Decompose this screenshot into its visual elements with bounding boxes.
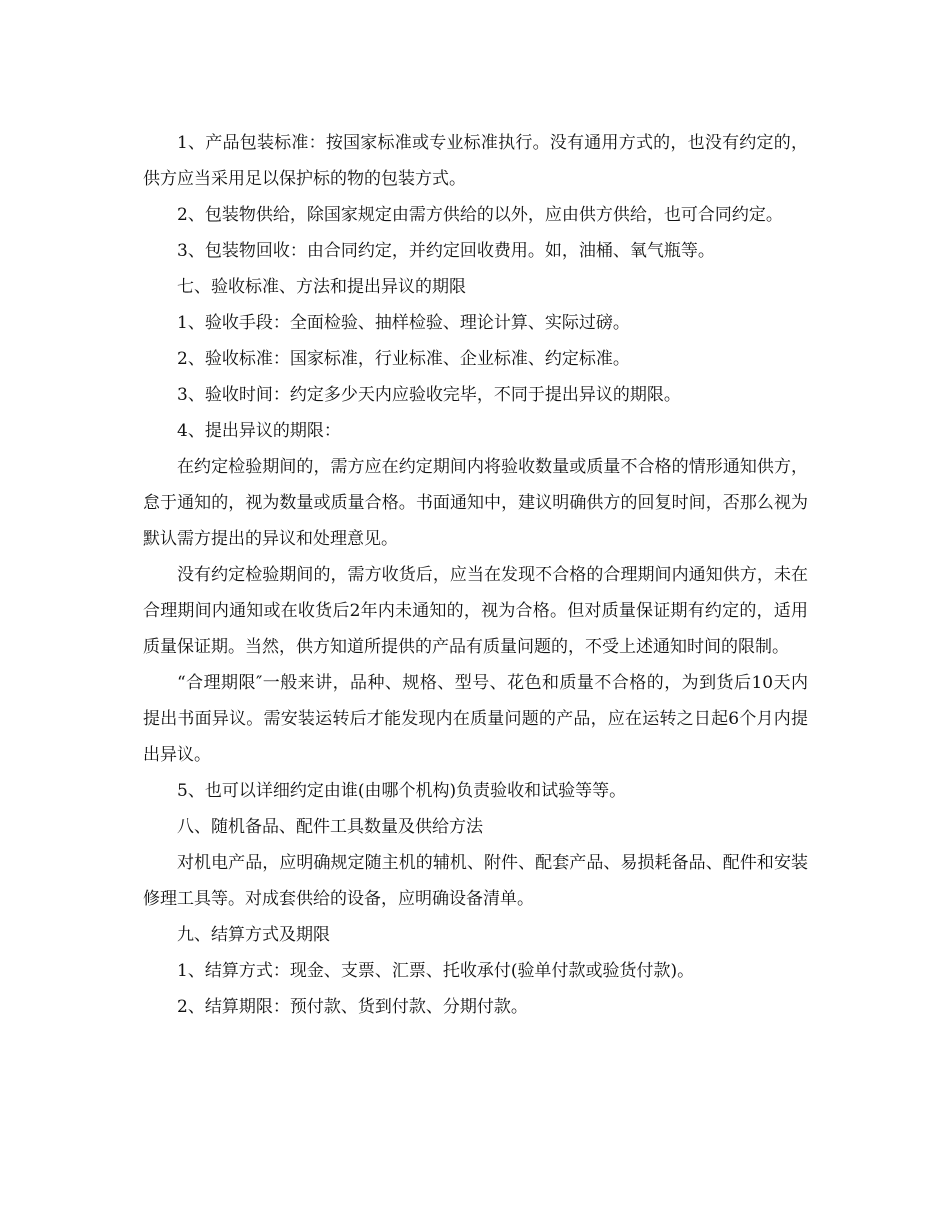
heading-spare-parts: 八、随机备品、配件工具数量及供给方法 bbox=[177, 817, 483, 837]
paragraph-no-agreed-inspection-period: 没有约定检验期间的，需方收货后，应当在发现不合格的合理期间内通知供方，未在合理期间内通知或在收货后2年内未通知的，视为合格。但对质量保证期有约定的，适用质量保证期。当然，供方知道所提供的产品有质量问题的，不受上述通知时间的限制。 bbox=[143, 565, 808, 657]
paragraph-settlement-term: 2、结算期限：预付款、货到付款、分期付款。 bbox=[177, 997, 528, 1017]
heading-acceptance-standards: 七、验收标准、方法和提出异议的期限 bbox=[177, 277, 466, 297]
paragraph-reasonable-period: “合理期限″一般来讲，品种、规格、型号、花色和质量不合格的，为到货后10天内提出书面异议。需安装运转后才能发现内在质量问题的产品，应在运转之日起6个月内提出异议。 bbox=[143, 673, 808, 765]
paragraph-acceptance-means: 1、验收手段：全面检验、抽样检验、理论计算、实际过磅。 bbox=[177, 313, 630, 333]
paragraph-acceptance-time: 3、验收时间：约定多少天内应验收完毕，不同于提出异议的期限。 bbox=[177, 385, 681, 405]
heading-settlement: 九、结算方式及期限 bbox=[177, 925, 330, 945]
paragraph-packaging-recycling: 3、包装物回收：由合同约定，并约定回收费用。如，油桶、氧气瓶等。 bbox=[177, 241, 715, 261]
paragraph-agreed-inspection-period: 在约定检验期间的，需方应在约定期间内将验收数量或质量不合格的情形通知供方，怠于通知的，视为数量或质量合格。书面通知中，建议明确供方的回复时间，否那么视为默认需方提出的异议和处理意见。 bbox=[143, 457, 808, 549]
paragraph-settlement-method: 1、结算方式：现金、支票、汇票、托收承付(验单付款或验货付款)。 bbox=[177, 961, 695, 981]
paragraph-acceptance-standard: 2、验收标准：国家标准，行业标准、企业标准、约定标准。 bbox=[177, 349, 630, 369]
paragraph-packaging-standard: 1、产品包装标准：按国家标准或专业标准执行。没有通用方式的，也没有约定的，供方应当采用足以保护标的物的包装方式。 bbox=[143, 133, 808, 189]
paragraph-inspection-agency: 5、也可以详细约定由谁(由哪个机构)负责验收和试验等等。 bbox=[177, 781, 627, 801]
paragraph-objection-deadline: 4、提出异议的期限： bbox=[177, 421, 341, 441]
paragraph-packaging-supply: 2、包装物供给，除国家规定由需方供给的以外，应由供方供给，也可合同约定。 bbox=[177, 205, 783, 225]
paragraph-spare-parts: 对机电产品，应明确规定随主机的辅机、附件、配套产品、易损耗备品、配件和安装修理工具等。对成套供给的设备，应明确设备清单。 bbox=[143, 853, 808, 909]
document-body bbox=[143, 125, 808, 1025]
